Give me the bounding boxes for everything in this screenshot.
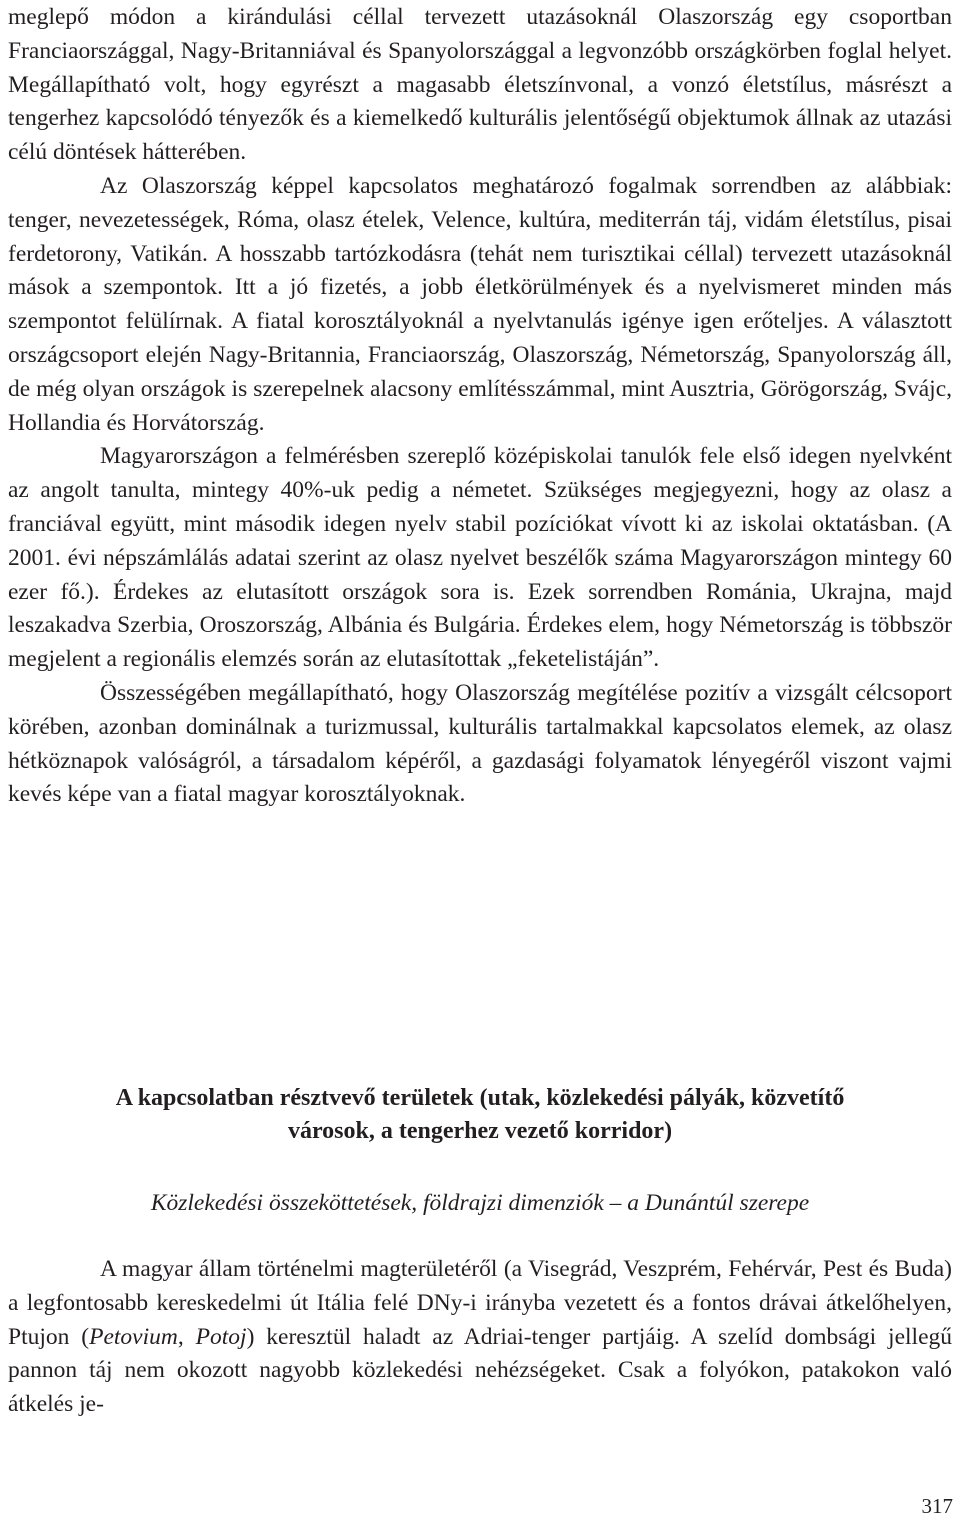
paragraph-3: Magyarországon a felmérésben szereplő középiskolai tanulók fele első idegen nyelvként az angolt tanulta, mintegy 40%-uk pedig a németet. Szükséges megjegyezni, hogy az olasz a franciával együtt, mint második idegen nyelv stabil pozíciókat vívott ki az iskolai oktatásban. (A 2001. évi népszámlálás adatai szerint az olasz nyelvet beszélők száma Magyarországon mintegy 60 ezer fő.). Érdekes az elutasított országok sora is. Ezek sorrendben Románia, Ukrajna, majd leszakadva Szerbia, Oroszország, Albánia és Bulgária. Érdekes elem, hogy Németország is többször megjelent a regionális elemzés során az elutasítottak „feketelistáján”.: [8, 443, 952, 673]
paragraph-5: [8, 1253, 952, 1422]
paragraph-5-part-1: A magyar állam történelmi magterületéről (a Visegrád, Veszprém, Fehérvár, Pest és Buda) a legfontosabb kereskedelmi út Itália felé DNy-i irányba vezetett és a fontos drávai átkelőhelyen, Ptujon (: [8, 1256, 952, 1350]
place-name-potoj: Potoj: [195, 1323, 247, 1350]
section-subtitle: Közlekedési összeköttetések, földrajzi dimenziók – a Dunántúl szerepe: [150, 1190, 810, 1216]
paragraph-1: meglepő módon a kirándulási céllal tervezett utazásoknál Olaszország egy csoportban Franciaországgal, Nagy-Britanniával és Spanyolországgal a legvonzóbb országkörben foglal helyet. Megállapítható volt, hogy egyrészt a magasabb életszínvonal, a vonzó életstílus, másrészt a tengerhez kapcsolódó tényezők és a kiemelkedő kulturális jelentőségű objektumok állnak az utazási célú döntések hátterében.: [8, 4, 952, 166]
paragraph-2: Az Olaszország képpel kapcsolatos meghatározó fogalmak sorrendben az alábbiak: tenger, nevezetességek, Róma, olasz ételek, Velence, kultúra, mediterrán táj, vidám életstílus, pisai ferdetorony, Vatikán. A hosszabb tartózkodásra (tehát nem turisztikai céllal) tervezett utazásoknál mások a szempontok. Itt a jó fizetés, a jobb életkörülmények és a nyelvismeret minden más szempontot felülírnak. A fiatal korosztályoknál a nyelvtanulás igénye igen erőteljes. A választott országcsoport elején Nagy-Britannia, Franciaország, Olaszország, Németország, Spanyolország áll, de még olyan országok is szerepelnek alacsony említésszámmal, mint Ausztria, Görögország, Svájc, Hollandia és Horvátország.: [8, 172, 952, 436]
separator: ,: [177, 1323, 196, 1350]
paragraph-5-part-2: ) keresztül haladt az Adriai-tenger partjáig. A szelíd dombsági jellegű pannon táj nem okozott nagyobb közlekedési nehézségeket. Csak a folyókon, patakokon való átkelés je-: [8, 1323, 952, 1418]
document-page: [8, 0, 952, 1418]
page-number: 317: [921, 1494, 953, 1518]
section-heading-line-2: városok, a tengerhez vezető korridor): [287, 1118, 673, 1144]
section-heading-line-1: A kapcsolatban résztvevő területek (utak, közlekedési pályák, közvetítő: [115, 1085, 845, 1111]
section-heading: [8, 1082, 952, 1148]
bottom-block: [8, 1253, 952, 1422]
place-name-petovium: Petovium: [89, 1323, 178, 1350]
paragraph-4: Összességében megállapítható, hogy Olaszország megítélése pozitív a vizsgált célcsoport körében, azonban dominálnak a turizmussal, kulturális tartalmakkal kapcsolatos elemek, az olasz hétköznapok valóságról, a társadalom képéről, a gazdasági folyamatok lényegéről viszont vajmi kevés képe van a fiatal magyar korosztályoknak.: [8, 679, 952, 808]
